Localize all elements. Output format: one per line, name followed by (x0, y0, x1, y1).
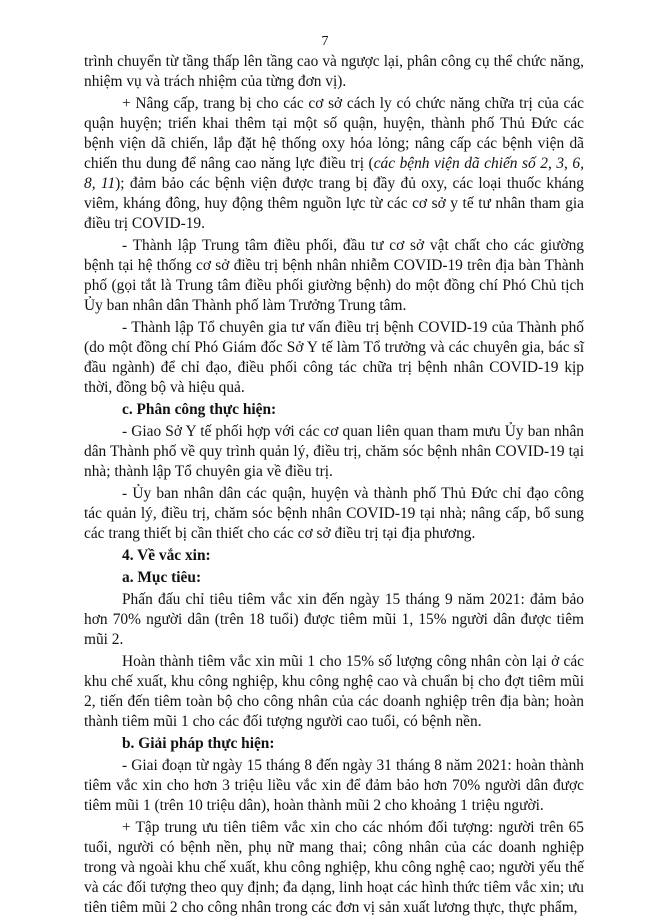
page-number: 7 (321, 34, 329, 49)
paragraph: - Thành lập Tổ chuyên gia tư vấn điều trị bệnh COVID-19 của Thành phố (do một đồng chí Phó Giám đốc Sở Y tế làm Tổ trưởng và các chuyên gia, bác sĩ đầu ngành) để chỉ đạo, điều phối công tác chữa trị bệnh nhân COVID-19 kịp thời, đồng bộ và hiệu quả. (84, 319, 584, 396)
paragraph-text: + Nâng cấp, trang bị cho các cơ sở cách ly có chức năng chữa trị của các quận huyện; triển khai thêm tại một số quận, huyện, thành phố Thủ Đức các bệnh viện dã chiến, lắp đặt hệ thống oxy hóa lỏng; nâng cấp các bệnh viện dã chiến thu dung để nâng cao năng lực điều trị ( (84, 95, 584, 172)
section-heading: c. Phân công thực hiện: (122, 401, 277, 418)
paragraph: - Giao Sở Y tế phối hợp với các cơ quan liên quan tham mưu Ủy ban nhân dân Thành phố về quy trình quản lý, điều trị, chăm sóc bệnh nhân COVID-19 tại nhà; thành lập Tổ chuyên gia về điều trị. (84, 423, 584, 480)
paragraph-text: ); đảm bảo các bệnh viện được trang bị đầy đủ oxy, các loại thuốc kháng viêm, kháng đông, huy động thêm nguồn lực từ các cơ sở y tế tư nhân tham gia điều trị COVID-19. (84, 175, 584, 232)
section-heading: 4. Về vắc xin: (122, 547, 211, 564)
paragraph: trình chuyển từ tầng thấp lên tầng cao và ngược lại, phân công cụ thể chức năng, nhiệm vụ và trách nhiệm của từng đơn vị). (84, 53, 584, 90)
paragraph: Hoàn thành tiêm vắc xin mũi 1 cho 15% số lượng công nhân còn lại ở các khu chế xuất, khu công nghiệp, khu công nghệ cao và chuẩn bị cho đợt tiêm mũi 2, tiến đến tiêm toàn bộ cho công nhân của các doanh nghiệp trên địa bàn; hoàn thành tiêm mũi 1 cho các đối tượng người cao tuổi, có bệnh nền. (84, 653, 584, 730)
section-heading: a. Mục tiêu: (122, 569, 202, 586)
paragraph: - Thành lập Trung tâm điều phối, đầu tư cơ sở vật chất cho các giường bệnh tại hệ thống cơ sở điều trị bệnh nhân nhiễm COVID-19 trên địa bàn Thành phố (gọi tắt là Trung tâm điều phối giường bệnh) do một đồng chí Phó Chủ tịch Ủy ban nhân dân Thành phố làm Trưởng Trung tâm. (84, 237, 584, 314)
section-heading: b. Giải pháp thực hiện: (122, 735, 275, 752)
paragraph: Phấn đấu chỉ tiêu tiêm vắc xin đến ngày 15 tháng 9 năm 2021: đảm bảo hơn 70% người dân (trên 18 tuổi) được tiêm mũi 1, 15% người dân được tiêm mũi 2. (84, 591, 584, 648)
document-body (84, 52, 584, 920)
italic-text: các bệnh viện dã chiến số 2, 3, 6, 8, 11 (84, 155, 584, 192)
paragraph (84, 94, 584, 234)
paragraph: - Ủy ban nhân dân các quận, huyện và thành phố Thủ Đức chỉ đạo công tác quản lý, điều trị, chăm sóc bệnh nhân COVID-19 tại nhà; nâng cấp, bổ sung các trang thiết bị cần thiết cho các cơ sở điều trị tại địa phương. (84, 485, 584, 542)
paragraph: + Tập trung ưu tiên tiêm vắc xin cho các nhóm đối tượng: người trên 65 tuổi, người có bệnh nền, phụ nữ mang thai; công nhân của các doanh nghiệp trong và ngoài khu chế xuất, khu công nghiệp, khu công nghệ cao; người yếu thế và các đối tượng theo quy định; đa dạng, linh hoạt các hình thức tiêm vắc xin; ưu tiên tiêm mũi 2 cho công nhân trong các đơn vị sản xuất lương thực, thực phẩm, (84, 819, 584, 916)
paragraph: - Giai đoạn từ ngày 15 tháng 8 đến ngày 31 tháng 8 năm 2021: hoàn thành tiêm vắc xin cho hơn 3 triệu liều vắc xin để đảm bảo hơn 70% người dân được tiêm mũi 1 (trên 10 triệu dân), hoàn thành mũi 2 cho khoảng 1 triệu người. (84, 757, 584, 814)
